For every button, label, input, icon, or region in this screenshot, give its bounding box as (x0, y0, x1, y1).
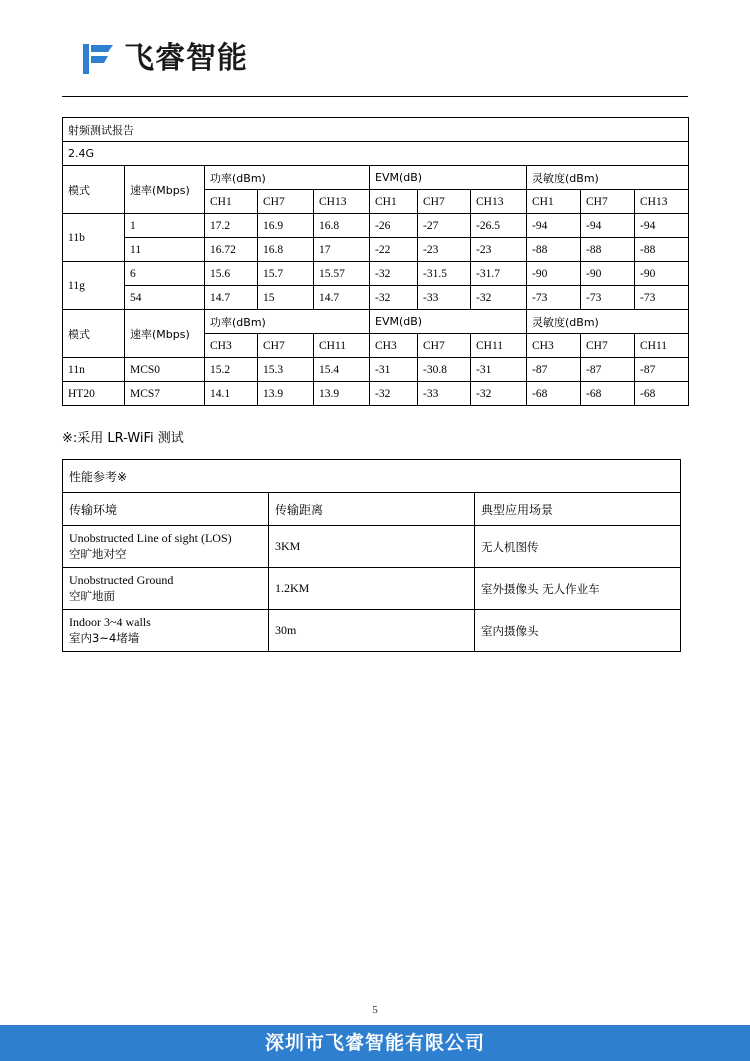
value-cell: -94 (635, 214, 689, 238)
value-cell: -33 (418, 286, 471, 310)
table-row (63, 238, 689, 262)
channel-cell: CH11 (314, 334, 370, 358)
value-cell: -32 (370, 262, 418, 286)
channel-cell: CH11 (635, 334, 689, 358)
value-cell: -87 (527, 358, 581, 382)
value-cell: -90 (527, 262, 581, 286)
rf-title-row (63, 118, 689, 142)
rate-cell: 1 (125, 214, 205, 238)
col-power: 功率(dBm) (205, 166, 370, 190)
rf-group1-header-row (63, 166, 689, 190)
rf-band: 2.4G (63, 142, 689, 166)
perf-environment-cn: 空旷地面 (69, 589, 115, 603)
col-mode: 模式 (63, 166, 125, 214)
channel-cell: CH13 (471, 190, 527, 214)
channel-cell: CH1 (205, 190, 258, 214)
value-cell: 15.2 (205, 358, 258, 382)
value-cell: 13.9 (314, 382, 370, 406)
value-cell: -31 (471, 358, 527, 382)
table-row (63, 214, 689, 238)
table-row (63, 286, 689, 310)
rf-test-report-table-wrap (62, 117, 688, 406)
perf-environment-cell (63, 526, 269, 568)
perf-environment-cn: 空旷地对空 (69, 547, 127, 561)
channel-cell: CH7 (258, 190, 314, 214)
value-cell: -68 (527, 382, 581, 406)
value-cell: -90 (581, 262, 635, 286)
value-cell: -22 (370, 238, 418, 262)
col-power: 功率(dBm) (205, 310, 370, 334)
mode-cell: 11b (63, 214, 125, 262)
channel-cell: CH3 (205, 334, 258, 358)
lr-wifi-note: ※:采用 LR-WiFi 测试 (62, 431, 184, 446)
channel-cell: CH13 (314, 190, 370, 214)
value-cell: 16.72 (205, 238, 258, 262)
mode-cell: HT20 (63, 382, 125, 406)
value-cell: 17 (314, 238, 370, 262)
value-cell: -27 (418, 214, 471, 238)
channel-cell: CH7 (418, 334, 471, 358)
perf-col-scene: 典型应用场景 (475, 493, 681, 526)
value-cell: -88 (527, 238, 581, 262)
value-cell: 14.1 (205, 382, 258, 406)
value-cell: 15.3 (258, 358, 314, 382)
value-cell: 16.8 (314, 214, 370, 238)
rate-cell: MCS0 (125, 358, 205, 382)
value-cell: 14.7 (205, 286, 258, 310)
channel-cell: CH7 (418, 190, 471, 214)
perf-distance-cell: 30m (269, 610, 475, 652)
rf-group2-header-row (63, 310, 689, 334)
logo-text: 飞睿智能 (124, 41, 248, 76)
page-header (0, 0, 750, 96)
value-cell: 15.4 (314, 358, 370, 382)
value-cell: 16.8 (258, 238, 314, 262)
perf-environment-en: Unobstructed Ground (69, 573, 174, 587)
value-cell: -32 (370, 382, 418, 406)
col-sensitivity: 灵敏度(dBm) (527, 310, 689, 334)
rate-cell: 11 (125, 238, 205, 262)
perf-scene-cell: 室外摄像头 无人作业车 (475, 568, 681, 610)
value-cell: -68 (581, 382, 635, 406)
value-cell: -26 (370, 214, 418, 238)
value-cell: -31.5 (418, 262, 471, 286)
perf-col-environment: 传输环境 (63, 493, 269, 526)
perf-col-distance: 传输距离 (269, 493, 475, 526)
rf-band-row (63, 142, 689, 166)
value-cell: -31.7 (471, 262, 527, 286)
performance-table-wrap (62, 459, 680, 652)
value-cell: 15.6 (205, 262, 258, 286)
channel-cell: CH1 (527, 190, 581, 214)
value-cell: -94 (527, 214, 581, 238)
value-cell: -23 (418, 238, 471, 262)
rate-cell: MCS7 (125, 382, 205, 406)
channel-cell: CH1 (370, 190, 418, 214)
performance-reference-table (62, 459, 681, 652)
table-row (63, 382, 689, 406)
value-cell: -31 (370, 358, 418, 382)
value-cell: 13.9 (258, 382, 314, 406)
table-row (63, 568, 681, 610)
perf-scene-cell: 室内摄像头 (475, 610, 681, 652)
perf-title-row (63, 460, 681, 493)
col-evm: EVM(dB) (370, 310, 527, 334)
company-logo (82, 42, 248, 76)
value-cell: -87 (581, 358, 635, 382)
perf-environment-cn: 室内3~4堵墙 (69, 631, 140, 645)
value-cell: -26.5 (471, 214, 527, 238)
perf-distance-cell: 3KM (269, 526, 475, 568)
perf-environment-cell (63, 568, 269, 610)
value-cell: -32 (471, 286, 527, 310)
value-cell: -32 (471, 382, 527, 406)
mode-cell: 11g (63, 262, 125, 310)
value-cell: 15 (258, 286, 314, 310)
col-rate: 速率(Mbps) (125, 310, 205, 358)
table-row (63, 262, 689, 286)
col-rate: 速率(Mbps) (125, 166, 205, 214)
value-cell: -73 (635, 286, 689, 310)
table-row (63, 610, 681, 652)
value-cell: 15.57 (314, 262, 370, 286)
perf-environment-en: Unobstructed Line of sight (LOS) (69, 531, 232, 545)
col-sensitivity: 灵敏度(dBm) (527, 166, 689, 190)
perf-scene-cell: 无人机图传 (475, 526, 681, 568)
rf-title: 射频测试报告 (63, 118, 689, 142)
flyray-f-logo-icon (82, 42, 116, 76)
mode-cell: 11n (63, 358, 125, 382)
rate-cell: 6 (125, 262, 205, 286)
perf-distance-cell: 1.2KM (269, 568, 475, 610)
perf-environment-en: Indoor 3~4 walls (69, 615, 151, 629)
perf-environment-cell (63, 610, 269, 652)
header-divider (62, 96, 688, 97)
value-cell: -30.8 (418, 358, 471, 382)
value-cell: -90 (635, 262, 689, 286)
channel-cell: CH11 (471, 334, 527, 358)
footer-company-name: 深圳市飞睿智能有限公司 (264, 1032, 485, 1054)
channel-cell: CH7 (581, 190, 635, 214)
value-cell: -88 (635, 238, 689, 262)
channel-cell: CH3 (370, 334, 418, 358)
perf-title: 性能参考※ (63, 460, 681, 493)
value-cell: -94 (581, 214, 635, 238)
table-row (63, 526, 681, 568)
value-cell: -32 (370, 286, 418, 310)
rate-cell: 54 (125, 286, 205, 310)
value-cell: -68 (635, 382, 689, 406)
channel-cell: CH7 (581, 334, 635, 358)
rf-test-report-table (62, 117, 689, 406)
value-cell: 15.7 (258, 262, 314, 286)
channel-cell: CH13 (635, 190, 689, 214)
value-cell: 17.2 (205, 214, 258, 238)
value-cell: -23 (471, 238, 527, 262)
value-cell: -87 (635, 358, 689, 382)
perf-header-row (63, 493, 681, 526)
value-cell: -33 (418, 382, 471, 406)
table-row (63, 358, 689, 382)
value-cell: -73 (581, 286, 635, 310)
channel-cell: CH3 (527, 334, 581, 358)
col-mode: 模式 (63, 310, 125, 358)
channel-cell: CH7 (258, 334, 314, 358)
page-number: 5 (372, 1004, 378, 1016)
value-cell: -73 (527, 286, 581, 310)
value-cell: -88 (581, 238, 635, 262)
value-cell: 16.9 (258, 214, 314, 238)
col-evm: EVM(dB) (370, 166, 527, 190)
value-cell: 14.7 (314, 286, 370, 310)
